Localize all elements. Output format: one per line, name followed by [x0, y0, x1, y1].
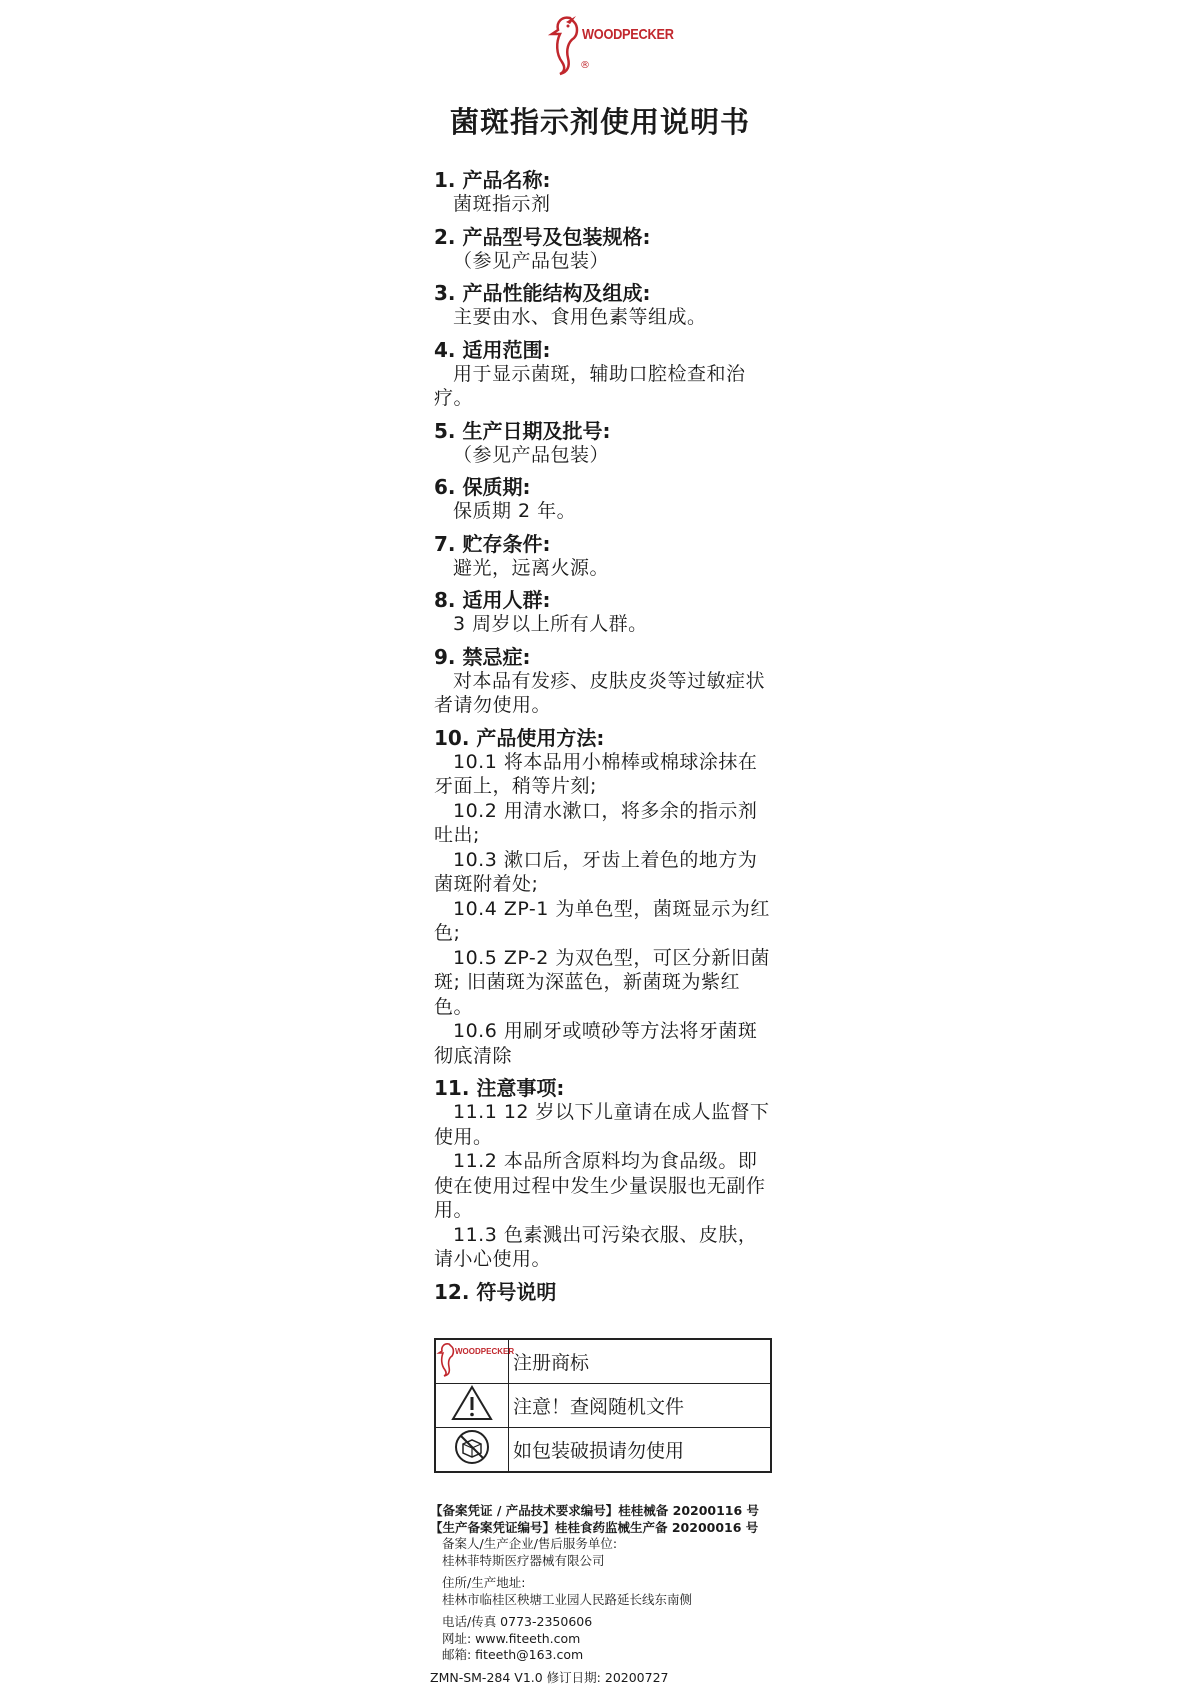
symbol-row [435, 1428, 771, 1473]
symbol-row [435, 1384, 771, 1428]
section [434, 419, 774, 468]
section-heading: 4. 适用范围: [434, 337, 551, 362]
address: 桂林市临桂区秧塘工业园人民路延长线东南侧 [442, 1591, 693, 1607]
section [434, 532, 774, 581]
section-paragraph: 11.1 12 岁以下儿童请在成人监督下使用。 [434, 1101, 770, 1148]
section [434, 338, 774, 411]
registration-certificate: 【备案凭证 / 产品技术要求编号】桂桂械备 20200116 号 [430, 1503, 760, 1518]
company-name: 桂林菲特斯医疗器械有限公司 [442, 1552, 605, 1568]
section [434, 645, 774, 718]
registered-mark: ® [580, 60, 590, 71]
section-paragraph: 主要由水、食用色素等组成。 [453, 306, 707, 328]
section-paragraph: 11.3 色素溅出可污染衣服、皮肤，请小心使用。 [434, 1223, 758, 1270]
filer-label: 备案人/生产企业/售后服务单位: [442, 1536, 618, 1551]
section [434, 281, 774, 330]
footer [430, 1503, 770, 1686]
section-paragraph: 避光，远离火源。 [453, 556, 610, 579]
section [434, 168, 774, 217]
website: 网址: www.fiteeth.com [442, 1630, 581, 1646]
woodpecker-logo-icon [435, 1339, 515, 1384]
section-paragraph: 菌斑指示剂 [453, 193, 551, 215]
section-paragraph: 10.5 ZP-2 为双色型，可区分新旧菌斑; 旧菌斑为深蓝色，新菌斑为紫红色。 [434, 946, 770, 1018]
brand-name: WOODPECKER [582, 26, 674, 43]
section-paragraph: （参见产品包装） [453, 443, 610, 466]
section-heading: 5. 生产日期及批号: [434, 418, 611, 443]
section-paragraph: 10.3 漱口后，牙齿上着色的地方为菌斑附着处; [434, 848, 758, 895]
section-heading: 10. 产品使用方法: [434, 725, 605, 750]
phone: 电话/传真 0773-2350606 [442, 1614, 593, 1629]
section-heading: 11. 注意事项: [434, 1076, 565, 1100]
section-paragraph: 保质期 2 年。 [453, 500, 577, 522]
section-paragraph: 用于显示菌斑，辅助口腔检查和治疗。 [434, 362, 746, 409]
section [434, 588, 774, 637]
section-heading: 7. 贮存条件: [434, 531, 551, 556]
symbol-label: 注册商标 [509, 1339, 772, 1384]
section-paragraph: 10.6 用刷牙或喷砂等方法将牙菌斑彻底清除 [434, 1020, 758, 1067]
section-paragraph: 11.2 本品所含原料均为食品级。即使在使用过程中发生少量误服也无副作用。 [434, 1150, 766, 1221]
section-paragraph: 10.2 用清水漱口，将多余的指示剂吐出; [434, 799, 758, 846]
production-certificate: 【生产备案凭证编号】桂桂食药监械生产备 20200016 号 [430, 1519, 759, 1535]
instructions-body [434, 168, 774, 1312]
section-heading: 9. 禁忌症: [434, 644, 531, 669]
section-paragraph: 10.4 ZP-1 为单色型，菌斑显示为红色; [434, 897, 770, 944]
document-title: 菌斑指示剂使用说明书 [449, 105, 750, 139]
address-label: 住所/生产地址: [442, 1575, 526, 1590]
section-heading: 6. 保质期: [434, 475, 531, 499]
section-paragraph: （参见产品包装） [453, 249, 610, 272]
section [434, 1280, 774, 1304]
section [434, 726, 774, 1069]
symbol-logo-text: WOODPECKER [455, 1347, 515, 1356]
section-heading: 1. 产品名称: [434, 168, 551, 192]
brand-logo [548, 12, 678, 76]
symbol-table [434, 1338, 772, 1473]
document-code: ZMN-SM-284 V1.0 修订日期: 20200727 [430, 1669, 669, 1685]
symbol-label: 注意！查阅随机文件 [509, 1384, 772, 1428]
section-heading: 2. 产品型号及包装规格: [434, 224, 651, 249]
email: 邮箱: fiteeth@163.com [442, 1647, 584, 1662]
section [434, 225, 774, 274]
section [434, 475, 774, 524]
symbol-row [435, 1339, 771, 1384]
section [434, 1076, 774, 1272]
warning-triangle-icon [435, 1384, 509, 1428]
damaged-package-icon [435, 1428, 509, 1473]
symbol-label: 如包装破损请勿使用 [509, 1428, 772, 1473]
section-heading: 8. 适用人群: [434, 588, 551, 612]
section-heading: 3. 产品性能结构及组成: [434, 281, 651, 305]
section-heading: 12. 符号说明 [434, 1279, 557, 1304]
section-paragraph: 对本品有发疹、皮肤皮炎等过敏症状者请勿使用。 [434, 669, 766, 716]
section-paragraph: 3 周岁以上所有人群。 [453, 613, 648, 635]
section-paragraph: 10.1 将本品用小棉棒或棉球涂抹在牙面上，稍等片刻; [434, 750, 758, 797]
